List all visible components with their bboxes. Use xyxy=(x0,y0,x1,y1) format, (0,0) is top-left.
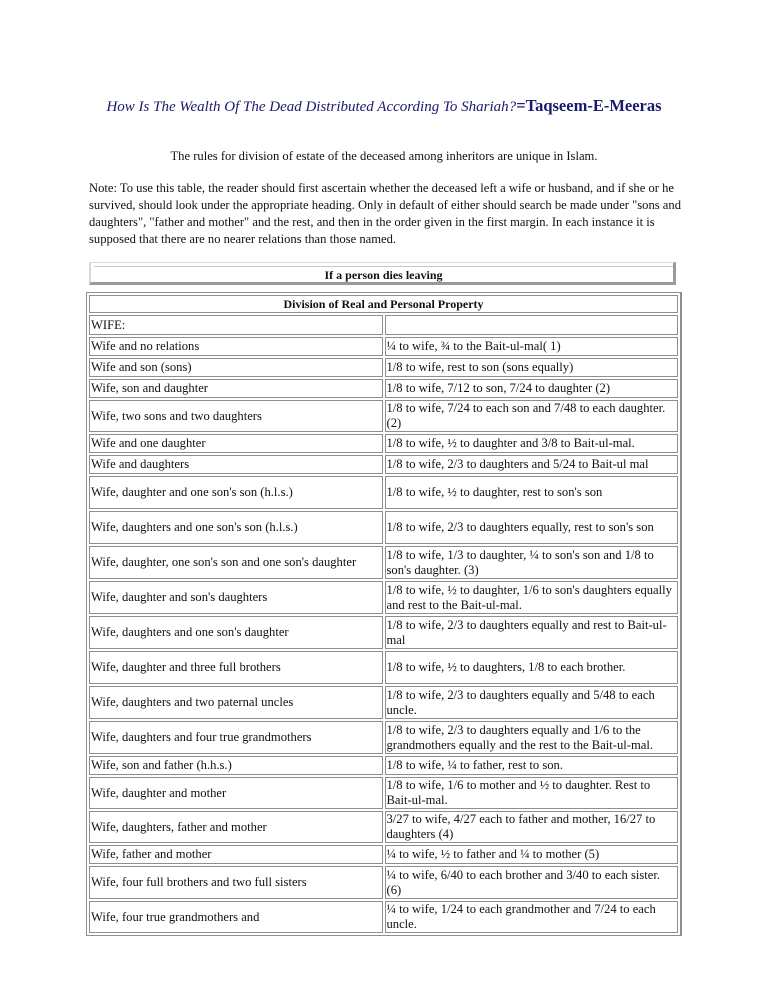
table-row xyxy=(89,721,678,754)
share-cell: 1/8 to wife, 2/3 to daughters equally and 5/48 to each uncle. xyxy=(385,686,679,719)
table-row xyxy=(89,686,678,719)
share-cell: 1/8 to wife, 2/3 to daughters equally and 1/6 to the grandmothers equally and the rest to the Bait-ul-mal. xyxy=(385,721,679,754)
share-cell: 1/8 to wife, 2/3 to daughters equally and rest to Bait-ul-mal xyxy=(385,616,679,649)
share-cell: ¼ to wife, ¾ to the Bait-ul-mal( 1) xyxy=(385,337,679,356)
table-row xyxy=(89,476,678,509)
section-label-wife: WIFE: xyxy=(89,315,383,335)
table-row xyxy=(89,616,678,649)
table-row xyxy=(89,434,678,453)
share-cell: 1/8 to wife, 2/3 to daughters equally, rest to son's son xyxy=(385,511,679,544)
share-cell: 1/8 to wife, 2/3 to daughters and 5/24 to Bait-ul mal xyxy=(385,455,679,474)
share-cell: 1/8 to wife, 7/12 to son, 7/24 to daughter (2) xyxy=(385,379,679,398)
heir-cell: Wife and one daughter xyxy=(89,434,383,453)
table-row xyxy=(89,845,678,864)
page-title xyxy=(84,96,684,117)
heir-cell: Wife, daughter and mother xyxy=(89,777,383,809)
table-row xyxy=(89,379,678,398)
heir-cell: Wife, daughter and one son's son (h.l.s.) xyxy=(89,476,383,509)
share-cell: ¼ to wife, ½ to father and ¼ to mother (5) xyxy=(385,845,679,864)
share-cell: 1/8 to wife, rest to son (sons equally) xyxy=(385,358,679,377)
table-heading: Division of Real and Personal Property xyxy=(89,295,678,313)
table-row xyxy=(89,358,678,377)
table-row xyxy=(89,756,678,775)
heir-cell: Wife and daughters xyxy=(89,455,383,474)
table-row xyxy=(89,455,678,474)
share-cell: 3/27 to wife, 4/27 each to father and mother, 16/27 to daughters (4) xyxy=(385,811,679,843)
inheritance-table xyxy=(86,292,682,936)
table-row xyxy=(89,901,678,933)
heir-cell: Wife, daughters and four true grandmothers xyxy=(89,721,383,754)
subtitle: The rules for division of estate of the deceased among inheritors are unique in Islam. xyxy=(170,149,598,163)
heir-cell: Wife, daughter, one son's son and one son's daughter xyxy=(89,546,383,579)
heir-cell: Wife, son and father (h.h.s.) xyxy=(89,756,383,775)
title-name: =Taqseem-E-Meeras xyxy=(516,96,662,115)
table-row xyxy=(89,651,678,684)
share-cell: ¼ to wife, 6/40 to each brother and 3/40 to each sister. (6) xyxy=(385,866,679,899)
heir-cell: Wife, son and daughter xyxy=(89,379,383,398)
share-cell: 1/8 to wife, 7/24 to each son and 7/48 to each daughter. (2) xyxy=(385,400,679,432)
heir-cell: Wife, daughter and son's daughters xyxy=(89,581,383,614)
share-cell: 1/8 to wife, ½ to daughter and 3/8 to Bait-ul-mal. xyxy=(385,434,679,453)
leaving-header-label: If a person dies leaving xyxy=(94,266,673,282)
heir-cell: Wife, daughters and two paternal uncles xyxy=(89,686,383,719)
share-cell: ¼ to wife, 1/24 to each grandmother and 7/24 to each uncle. xyxy=(385,901,679,933)
share-cell: 1/8 to wife, ½ to daughter, 1/6 to son's daughters equally and rest to the Bait-ul-mal. xyxy=(385,581,679,614)
table-row xyxy=(89,511,678,544)
usage-note: Note: To use this table, the reader should first ascertain whether the deceased left a wife or husband, and if she or he survived, should look under the appropriate heading. Only in default of either should search be made under "sons and daughters", "father and mother" and the rest, and then in the order given in the first margin. In each instance it is supposed that there are no nearer relations than those named. xyxy=(89,181,681,246)
table-row xyxy=(89,777,678,809)
table-row xyxy=(89,811,678,843)
heir-cell: Wife, two sons and two daughters xyxy=(89,400,383,432)
heir-cell: Wife, daughters and one son's son (h.l.s.) xyxy=(89,511,383,544)
heir-cell: Wife and no relations xyxy=(89,337,383,356)
heir-cell: Wife, daughters, father and mother xyxy=(89,811,383,843)
heir-cell: Wife and son (sons) xyxy=(89,358,383,377)
share-cell: 1/8 to wife, ¼ to father, rest to son. xyxy=(385,756,679,775)
section-empty-cell xyxy=(385,315,679,335)
share-cell: 1/8 to wife, ½ to daughter, rest to son's son xyxy=(385,476,679,509)
heir-cell: Wife, four full brothers and two full sisters xyxy=(89,866,383,899)
heir-cell: Wife, daughters and one son's daughter xyxy=(89,616,383,649)
table-row xyxy=(89,400,678,432)
table-row xyxy=(89,546,678,579)
leaving-header-box xyxy=(89,262,676,285)
heir-cell: Wife, father and mother xyxy=(89,845,383,864)
title-question: How Is The Wealth Of The Dead Distributed According To Shariah? xyxy=(106,99,517,115)
table-row xyxy=(89,337,678,356)
share-cell: 1/8 to wife, ½ to daughters, 1/8 to each brother. xyxy=(385,651,679,684)
share-cell: 1/8 to wife, 1/3 to daughter, ¼ to son's son and 1/8 to son's daughter. (3) xyxy=(385,546,679,579)
heir-cell: Wife, four true grandmothers and xyxy=(89,901,383,933)
share-cell: 1/8 to wife, 1/6 to mother and ½ to daughter. Rest to Bait-ul-mal. xyxy=(385,777,679,809)
table-row xyxy=(89,581,678,614)
heir-cell: Wife, daughter and three full brothers xyxy=(89,651,383,684)
table-row xyxy=(89,866,678,899)
